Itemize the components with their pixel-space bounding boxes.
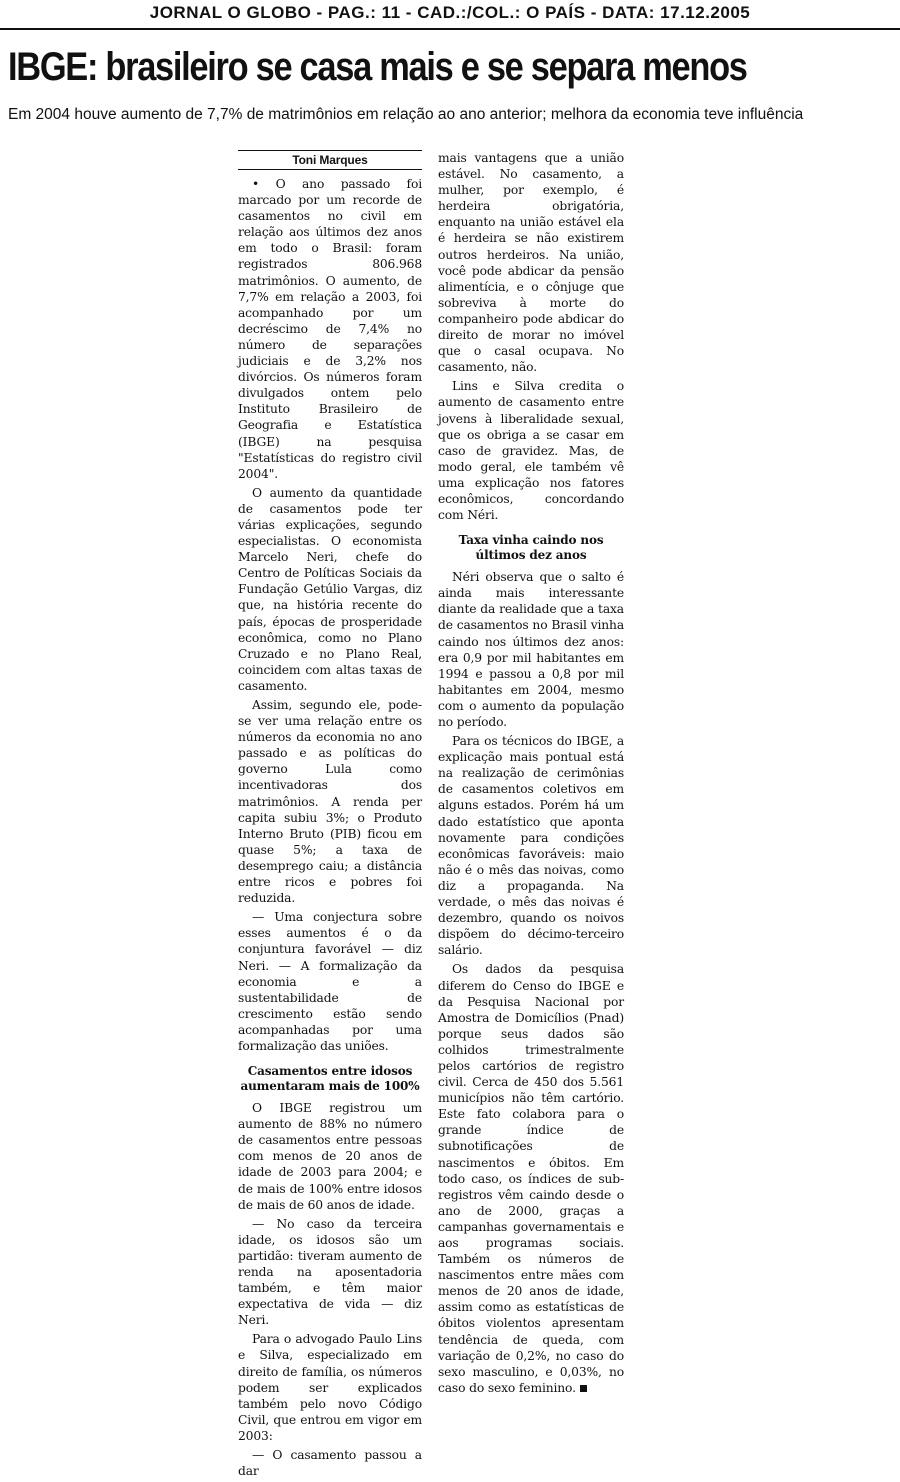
clipping-header: JORNAL O GLOBO - PAG.: 11 - CAD.:/COL.: O PAÍS - DATA: 17.12.2005 [0, 0, 900, 30]
paragraph: — O casamento passou a dar [238, 1448, 422, 1479]
paragraph [438, 961, 624, 1396]
byline: Toni Marques [238, 150, 422, 170]
paragraph: Assim, segundo ele, pode-se ver uma relação entre os números da economia no ano passado e as políticas do governo Lula como incentivadoras dos matrimônios. A renda per capita subiu 3%; o Produto Interno Bruto (PIB) ficou em quase 5%; a taxa de desemprego caiu; a distância entre ricos e pobres foi reduzida. [238, 698, 422, 906]
paragraph: Para o advogado Paulo Lins e Silva, especializado em direito de família, os números podem ser explicados também pelo novo Código Civil, que entrou em vigor em 2003: [238, 1332, 422, 1443]
paragraph: O IBGE registrou um aumento de 88% no número de casamentos entre pessoas com menos de 20 anos de idade de 2003 para 2004; e de mais de 100% entre idosos de mais de 60 anos de idade. [238, 1101, 422, 1212]
article-headline: IBGE: brasileiro se casa mais e se separa menos [8, 45, 747, 89]
section-subtitle: Casamentos entre idosos aumentaram mais de 100% [240, 1064, 420, 1094]
paragraph: O aumento da quantidade de casamentos pode ter várias explicações, segundo especialistas. O economista Marcelo Neri, chefe do Centro de Políticas Sociais da Fundação Getúlio Vargas, diz que, na história recente do país, épocas de prosperidade econômica, como no Plano Cruzado e no Plano Real, coincidem com altas taxas de casamento. [238, 485, 422, 693]
paragraph: — Uma conjectura sobre esses aumentos é o da conjuntura favorável — diz Neri. — A formalização da economia e a sustentabilidade de crescimento estão sendo acompanhadas por uma formalização das uniões. [238, 910, 422, 1053]
article-column-1 [238, 150, 422, 1482]
section-subtitle: Taxa vinha caindo nos últimos dez anos [458, 533, 604, 563]
end-of-article-mark [580, 1385, 587, 1392]
paragraph: Lins e Silva credita o aumento de casamento entre jovens à liberalidade sexual, que os obriga a se casar em caso de gravidez. Mas, de modo geral, ele também vê uma explicação nos fatores econômicos, concordando com Néri. [438, 379, 624, 523]
article-subhead: Em 2004 houve aumento de 7,7% de matrimônios em relação ao ano anterior; melhora da economia teve influência [8, 106, 804, 123]
paragraph: • O ano passado foi marcado por um recorde de casamentos no civil em relação aos últimos dez anos em todo o Brasil: foram registrados 806.968 matrimônios. O aumento, de 7,7% em relação a 2003, foi acompanhado por um decréscimo de 7,4% no número de separações judiciais e de 3,2% nos divórcios. Os números foram divulgados ontem pelo Instituto Brasileiro de Geografia e Estatística (IBGE) na pesquisa "Estatísticas do registro civil 2004". [238, 177, 422, 481]
paragraph: Néri observa que o salto é ainda mais interessante diante da realidade que a taxa de casamentos no Brasil vinha caindo nos últimos dez anos: era 0,9 por mil habitantes em 1994 e passou a 0,8 por mil habitantes em 2004, mesmo com o aumento da população no período. [438, 570, 624, 729]
article-column-2 [438, 150, 624, 1399]
paragraph-text: Os dados da pesquisa diferem do Censo do IBGE e da Pesquisa Nacional por Amostra de Domicílios (Pnad) porque seus dados são colhidos trimestralmente pelos cartórios de registro civil. Cerca de 450 dos 5.561 municípios não têm cartório. Este fato colabora para o grande índice de subnotificações de nascimentos e óbitos. Em todo caso, os índices de sub-registros vêm caindo desde o ano de 2000, graças a campanhas governamentais e aos programas sociais. Também os números de nascimentos entre mães com menos de 20 anos de idade, assim como as estatísticas de óbitos violentos apresentam tendência de queda, com variação de 0,2%, no caso do sexo masculino, e 0,03%, no caso do sexo feminino. [438, 962, 624, 1395]
paragraph: Para os técnicos do IBGE, a explicação mais pontual está na realização de cerimônias de casamentos coletivos em alguns estados. Porém há um dado estatístico que aponta novamente para condições econômicas favoráveis: maio não é o mês das noivas, como diz a propaganda. Na verdade, o mês das noivas é dezembro, quando os noivos dispõem do décimo-terceiro salário. [438, 734, 624, 958]
paragraph: mais vantagens que a união estável. No casamento, a mulher, por exemplo, é herdeira obrigatória, enquanto na união estável ela é herdeira se não existirem outros herdeiros. Na união, você pode abdicar da pensão alimentícia, e o cônjuge que sobreviva à morte do companheiro pode abdicar do direito de morar no imóvel que o casal ocupava. No casamento, não. [438, 151, 624, 375]
paragraph: — No caso da terceira idade, os idosos são um partidão: tiveram aumento de renda na aposentadoria também, e têm maior expectativa de vida — diz Neri. [238, 1216, 422, 1328]
